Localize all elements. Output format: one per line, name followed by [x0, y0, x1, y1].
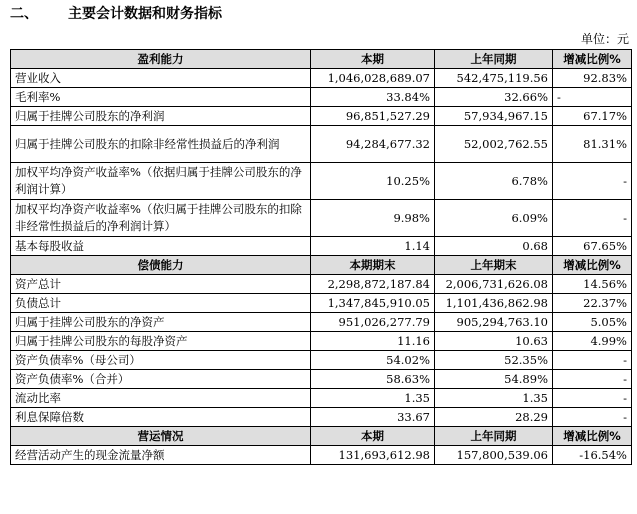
row-label-cell: 归属于挂牌公司股东的净资产	[11, 313, 311, 332]
change-value-cell: 4.99%	[553, 332, 632, 351]
prior-value-cell: 1.35	[435, 389, 553, 408]
column-header-cell: 本期	[311, 427, 435, 446]
change-value-cell: 67.17%	[553, 107, 632, 126]
change-value-cell: 81.31%	[553, 126, 632, 163]
prior-value-cell: 6.78%	[435, 163, 553, 200]
row-label-cell: 负债总计	[11, 294, 311, 313]
table-row	[11, 351, 632, 370]
row-label-cell: 资产负债率%（合并）	[11, 370, 311, 389]
change-value-cell: -	[553, 389, 632, 408]
section-title-cell: 营运情况	[11, 427, 311, 446]
row-label-cell: 基本每股收益	[11, 237, 311, 256]
prior-value-cell: 2,006,731,626.08	[435, 275, 553, 294]
table-row	[11, 163, 632, 200]
change-value-cell: -16.54%	[553, 446, 632, 465]
table-row	[11, 332, 632, 351]
current-value-cell: 9.98%	[311, 200, 435, 237]
section-title-cell: 盈利能力	[11, 50, 311, 69]
row-label-cell: 归属于挂牌公司股东的每股净资产	[11, 332, 311, 351]
current-value-cell: 1,347,845,910.05	[311, 294, 435, 313]
current-value-cell: 2,298,872,187.84	[311, 275, 435, 294]
prior-value-cell: 0.68	[435, 237, 553, 256]
change-value-cell: 22.37%	[553, 294, 632, 313]
change-value-cell: 14.56%	[553, 275, 632, 294]
prior-value-cell: 57,934,967.15	[435, 107, 553, 126]
prior-value-cell: 6.09%	[435, 200, 553, 237]
row-label-cell: 营业收入	[11, 69, 311, 88]
change-value-cell: -	[553, 200, 632, 237]
current-value-cell: 33.84%	[311, 88, 435, 107]
change-value-cell: -	[553, 370, 632, 389]
column-header-cell: 增减比例%	[553, 256, 632, 275]
row-label-cell: 归属于挂牌公司股东的净利润	[11, 107, 311, 126]
current-value-cell: 1.35	[311, 389, 435, 408]
prior-value-cell: 28.29	[435, 408, 553, 427]
column-header-cell: 本期期末	[311, 256, 435, 275]
change-value-cell: -	[553, 88, 632, 107]
current-value-cell: 1,046,028,689.07	[311, 69, 435, 88]
table-row	[11, 88, 632, 107]
row-label-cell: 归属于挂牌公司股东的扣除非经常性损益后的净利润	[11, 126, 311, 163]
table-row	[11, 408, 632, 427]
change-value-cell: -	[553, 163, 632, 200]
current-value-cell: 94,284,677.32	[311, 126, 435, 163]
current-value-cell: 96,851,527.29	[311, 107, 435, 126]
current-value-cell: 33.67	[311, 408, 435, 427]
table-row	[11, 389, 632, 408]
column-header-cell: 上年同期	[435, 50, 553, 69]
section-title-cell: 偿债能力	[11, 256, 311, 275]
change-value-cell: -	[553, 351, 632, 370]
table-row	[11, 200, 632, 237]
row-label-cell: 利息保障倍数	[11, 408, 311, 427]
row-label-cell: 毛利率%	[11, 88, 311, 107]
column-header-cell: 上年同期	[435, 427, 553, 446]
prior-value-cell: 32.66%	[435, 88, 553, 107]
table-row	[11, 294, 632, 313]
current-value-cell: 11.16	[311, 332, 435, 351]
unit-label: 单位：元	[580, 32, 629, 46]
table-row	[11, 370, 632, 389]
prior-value-cell: 905,294,763.10	[435, 313, 553, 332]
section-header-row	[11, 427, 632, 446]
section-title: 主要会计数据和财务指标	[68, 6, 222, 22]
section-header-row	[11, 50, 632, 69]
section-number: 二、	[10, 6, 38, 22]
table-body	[11, 50, 632, 465]
current-value-cell: 54.02%	[311, 351, 435, 370]
change-value-cell: -	[553, 408, 632, 427]
table-row	[11, 107, 632, 126]
prior-value-cell: 10.63	[435, 332, 553, 351]
row-label-cell: 流动比率	[11, 389, 311, 408]
table-row	[11, 446, 632, 465]
prior-value-cell: 52.35%	[435, 351, 553, 370]
current-value-cell: 58.63%	[311, 370, 435, 389]
current-value-cell: 951,026,277.79	[311, 313, 435, 332]
current-value-cell: 10.25%	[311, 163, 435, 200]
prior-value-cell: 52,002,762.55	[435, 126, 553, 163]
column-header-cell: 上年期末	[435, 256, 553, 275]
current-value-cell: 1.14	[311, 237, 435, 256]
prior-value-cell: 542,475,119.56	[435, 69, 553, 88]
current-value-cell: 131,693,612.98	[311, 446, 435, 465]
column-header-cell: 增减比例%	[553, 50, 632, 69]
row-label-cell: 加权平均净资产收益率%（依归属于挂牌公司股东的扣除非经常性损益后的净利润计算）	[11, 200, 311, 237]
table-row	[11, 313, 632, 332]
table-row	[11, 126, 632, 163]
prior-value-cell: 1,101,436,862.98	[435, 294, 553, 313]
section-header-row	[11, 256, 632, 275]
prior-value-cell: 54.89%	[435, 370, 553, 389]
financial-indicators-table	[10, 49, 632, 465]
table-row	[11, 237, 632, 256]
prior-value-cell: 157,800,539.06	[435, 446, 553, 465]
change-value-cell: 67.65%	[553, 237, 632, 256]
table-row	[11, 275, 632, 294]
change-value-cell: 92.83%	[553, 69, 632, 88]
row-label-cell: 加权平均净资产收益率%（依据归属于挂牌公司股东的净利润计算）	[11, 163, 311, 200]
row-label-cell: 资产负债率%（母公司）	[11, 351, 311, 370]
change-value-cell: 5.05%	[553, 313, 632, 332]
table-row	[11, 69, 632, 88]
row-label-cell: 经营活动产生的现金流量净额	[11, 446, 311, 465]
section-heading	[10, 2, 222, 24]
column-header-cell: 本期	[311, 50, 435, 69]
row-label-cell: 资产总计	[11, 275, 311, 294]
column-header-cell: 增减比例%	[553, 427, 632, 446]
